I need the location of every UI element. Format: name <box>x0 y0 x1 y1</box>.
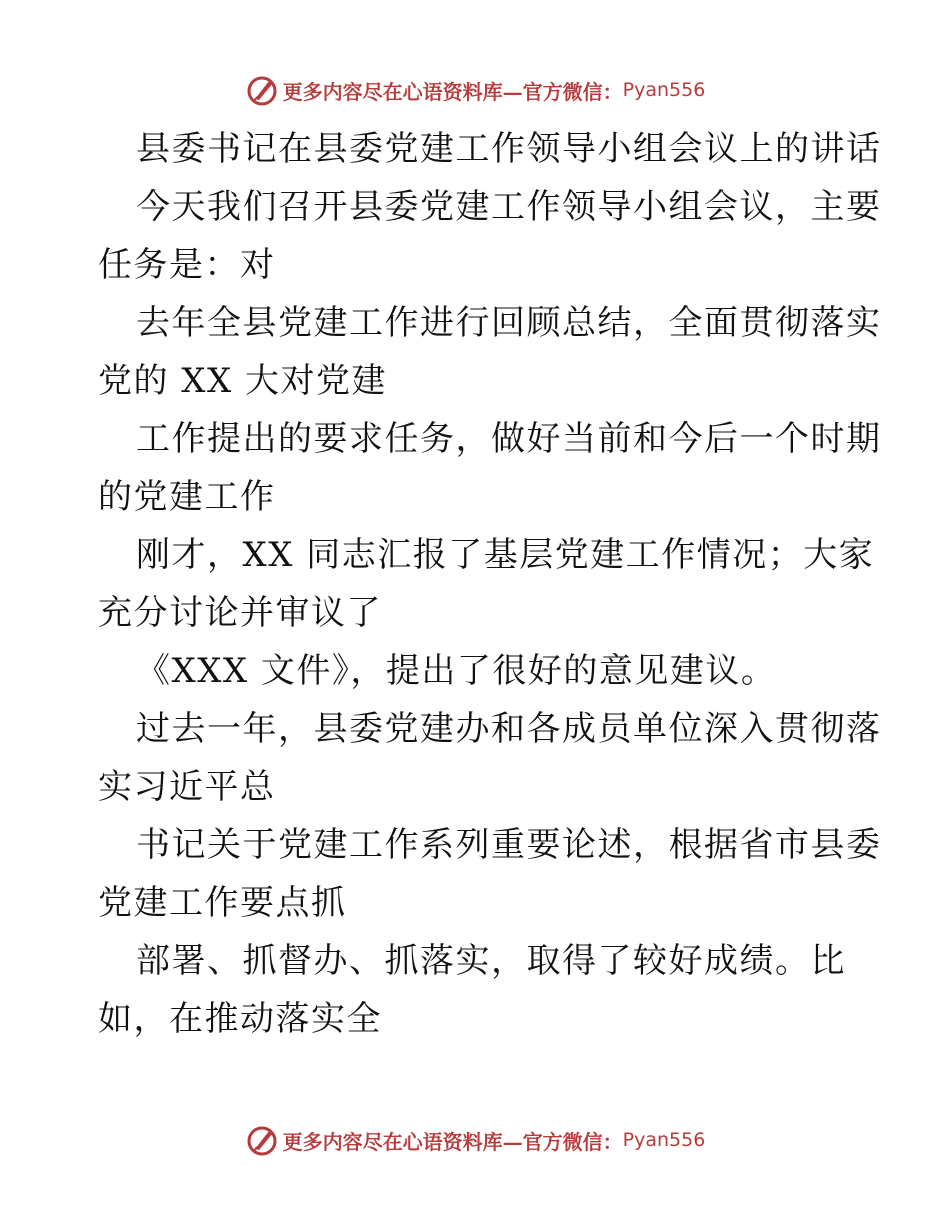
text-line: 《XXX 文件》，提出了很好的意见建议。 <box>136 651 777 691</box>
text-line: 党的 XX 大对党建 <box>98 361 388 401</box>
text-line: 部署、抓督办、抓落实，取得了较好成绩。比 <box>136 941 846 981</box>
footer-banner <box>0 1120 950 1160</box>
quill-pen-circle-icon <box>245 1123 279 1157</box>
text-line: 去年全县党建工作进行回顾总结，全面贯彻落实 <box>136 303 882 343</box>
text-line: 的党建工作 <box>98 477 276 517</box>
text-line: 工作提出的要求任务，做好当前和今后一个时期 <box>136 419 882 459</box>
document-body <box>98 120 882 1048</box>
text-line: 党建工作要点抓 <box>98 883 347 923</box>
text-line: 今天我们召开县委党建工作领导小组会议，主要 <box>136 187 882 227</box>
banner-site-text: 更多内容尽在心语资料库— <box>282 79 523 104</box>
text-line: 刚才，XX 同志汇报了基层党建工作情况；大家 <box>136 535 875 575</box>
text-line: 实习近平总 <box>98 767 276 807</box>
text-line: 充分讨论并审议了 <box>98 593 382 633</box>
text-line: 如，在推动落实全 <box>98 999 382 1039</box>
banner-wechat-label: 官方微信： <box>522 79 623 104</box>
banner-site-text: 更多内容尽在心语资料库— <box>282 1129 523 1154</box>
banner-wechat-label: 官方微信： <box>522 1129 623 1154</box>
text-line: 过去一年，县委党建办和各成员单位深入贯彻落 <box>136 709 882 749</box>
banner-wechat-id: Pyan556 <box>622 1129 706 1151</box>
text-line: 任务是：对 <box>98 245 276 285</box>
banner-wechat-id: Pyan556 <box>622 79 706 101</box>
document-title: 县委书记在县委党建工作领导小组会议上的讲话 <box>136 129 882 169</box>
header-banner <box>0 70 950 110</box>
text-line: 书记关于党建工作系列重要论述，根据省市县委 <box>136 825 882 865</box>
quill-pen-circle-icon <box>245 73 279 107</box>
